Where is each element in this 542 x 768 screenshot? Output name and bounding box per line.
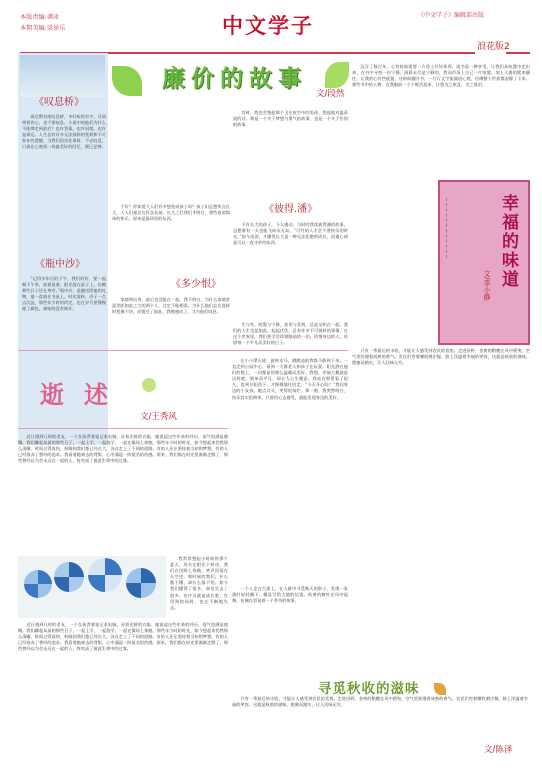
article-fairy-reply bbox=[112, 204, 230, 252]
pinwheel-image bbox=[18, 556, 166, 618]
pinwheel-icon bbox=[54, 562, 84, 592]
article-old-friend-continued bbox=[18, 622, 228, 752]
article-park bbox=[232, 358, 348, 580]
leaf-decoration bbox=[434, 683, 446, 695]
autumn-title: 寻觅秋收的滋味 bbox=[318, 681, 420, 697]
heading-duoshao-hen: 《多少恨》 bbox=[171, 279, 221, 290]
article-text: 近日遇到几时的老友，一个女孩背着笔记本电脑，穿着光鲜的衣服。她说起这些年来的经历，语气里满是感慨。我们聊起从前的那些日子，一起上学，一起放学，一起在操场上奔跑。那些年少时的时光，如今想起来仍然那么清晰。时间过得真快，转眼间我们都已经长大，各自走上了不同的道路。有的人还在坚持着当初的梦想，有的人已经放弃了曾经的追求。我看着她离去的背影，心中涌起一阵莫名的伤感。原来，我们都在时光里渐渐走散了，那些曾经以为会永远在一起的人，终究成了彼此生命中的过客。 bbox=[18, 434, 228, 464]
article-text: 有时，我也会想起那个飞在夜空中的男孩，想起他对温蒂说的话。那是一个关于梦想与勇气的故事，也是一个关于告别的故事。 bbox=[233, 110, 348, 128]
header-left bbox=[20, 12, 65, 34]
article-autumn-street bbox=[232, 586, 348, 686]
article-text: 在小小摩天轮、旋转木马、跳跳池前我都不敢停下来，一直走到公园中心，看到一大群老人和孩子在玩耍。阳光洒在他们的脸上，一切都显得那么温暖而美好。我想，幸福大概就是这样吧，简单而平凡，却让人心生暖意。我站在那里看了很久，直到夕阳西下，才慢慢地往回走。“今天开心吗？”我问身边的小女孩。她点点头，笑得很灿烂。那一刻，我突然明白，快乐其实很简单，只要用心去感受，就能发现身边的美好。 bbox=[232, 358, 348, 400]
poster-author: 文/李小静 bbox=[483, 270, 491, 301]
poster-sketch bbox=[446, 198, 482, 258]
leaf-decoration bbox=[112, 66, 142, 96]
byline-duanran: 文/段然 bbox=[316, 89, 345, 99]
designer-credit: 本期美编:梁景乐 bbox=[20, 25, 66, 32]
header-rule-right bbox=[506, 52, 530, 54]
editor-credit: 本版责编:谭冰 bbox=[20, 14, 60, 21]
article-text: 沉浮了数百年，心有时候需要一方净土好好休养。读书是一种享受，让我们从喧嚣中走出来，在书中寻找一份宁静。清晨未尽是宁静的，然而市场上早已一片喧嚣。加上人群的熙来攘往，让我的心有些疲惫，这时候翻开书，一行行文字流淌进心底，仿佛整个世界都安静了下来。那些书中的人物，在我眼前一个个鲜活起来，让我为之欢喜，为之落泪。 bbox=[352, 64, 530, 88]
publisher-line: 《中文学子》编辑部出版 bbox=[418, 12, 485, 19]
article-text: 近日遇到几时的老友，一个女孩背着笔记本电脑，穿着光鲜的衣服。她说起这些年来的经历，语气里满是感慨。我们聊起从前的那些日子，一起上学，一起放学，一起在操场上奔跑。那些年少时的时光，如今想起来仍然那么清晰。时间过得真快，转眼间我们都已经长大，各自走上了不同的道路。有的人还在坚持着当初的梦想，有的人已经放弃了曾经的追求。我看着她离去的背影，心中涌起一阵莫名的伤感。原来，我们都在时光里渐渐走散了，那些曾经以为会永远在一起的人，终究成了彼此生命中的过客。 bbox=[18, 622, 228, 652]
leaf-decoration bbox=[325, 62, 349, 88]
article-text: 不肯长大的孩子，今人感动。当时的我读彼得潘的故事，总想着有一天也能飞向永无岛。“可怜的人才会不要快乐的时光。”如今再读，才懂得长大是一种无法拒绝的成长，而童心却是可以一直守护的东西。 bbox=[233, 222, 348, 246]
byline-chenze: 文/陈泽 bbox=[484, 745, 513, 755]
pinwheel-icon bbox=[24, 570, 52, 598]
article-text: “记得多年后的下午，我们约好，要一起喝下午茶，说着说着，阳光落在桌子上，仿佛那些日子还在身旁。”瓶中沙，是她送给他的礼物，他一直放在书桌上。时光流转，沙子一点点沉淀，那些年少时的约定，也在岁月里慢慢褪了颜色，却始终没有离开。 bbox=[22, 276, 106, 312]
sky-decoration bbox=[20, 55, 105, 97]
banner-title: 廉价的故事 bbox=[162, 66, 307, 92]
article-text: 只有一季最后的丰收，才能让人感受到农民的喜悦。走进田野，金黄的稻穗在风中摇曳，空气里弥漫着成熟的香气。农民们弯着腰收割庄稼，脸上洋溢着幸福的笑容。这就是秋收的滋味，甜蜜而踏实，让人回味无穷。 bbox=[232, 696, 528, 708]
article-peter-pan bbox=[233, 222, 348, 318]
pinwheel-icon bbox=[88, 558, 122, 592]
poster-box bbox=[438, 180, 530, 345]
heading-bottle-sand: 《瓶中沙》 bbox=[35, 259, 85, 270]
article-text: 只有一季最后的丰收，才能让人感受到农民的喜悦。走进田野，金黄的稻穗在风中摇曳，空气里弥漫着成熟的香气。农民们弯着腰收割庄稼，脸上洋溢着幸福的笑容。这就是秋收的滋味，甜蜜而踏实，让人回味无穷。 bbox=[352, 348, 530, 366]
heading-tanxi-bridge: 《叹息桥》 bbox=[34, 97, 84, 108]
article-text: 我常常想起小时候的那个夏天，风车在阳光下转动，我们在田野上奔跑，笑声回荡在天空里。那时候的我们，什么都不懂，却什么都不怕。如今我们懂得了很多，却也失去了很多。也许这就是成长吧，在得到的同时，也在不断地失去。 bbox=[170, 556, 228, 610]
article-childhood-summer bbox=[170, 556, 228, 618]
masthead-logo: 中文学子 bbox=[222, 14, 314, 38]
article-duoshao-hen bbox=[112, 297, 230, 347]
article-text: 不好？你知道大人们有多想变成孩子吗？孩子们总想快点长大，大人们却总在怀念从前。长大之后我们才明白，那些看似简单的快乐，原来是最珍贵的东西。 bbox=[112, 204, 230, 222]
byline-wangxiufeng: 文/王秀风 bbox=[140, 412, 177, 422]
article-autumn-harvest bbox=[232, 696, 528, 744]
section-rule bbox=[18, 350, 348, 351]
essay-title-art: 逝述 bbox=[40, 381, 128, 409]
edition-label: 浪花版2 bbox=[477, 42, 510, 52]
article-text: 生与死，喧嚣与宁静，悲伤与喜悦，总是交织在一起。我们的人生也是如此，起起伏伏，总有许多不可预料的事情。在这个世界里，我们要学会珍惜眼前的一切，珍惜身边的人，珍惜每一个平凡而美好的日子。 bbox=[233, 322, 348, 346]
article-column-right-2 bbox=[233, 322, 348, 347]
article-tanxi-bridge bbox=[22, 114, 106, 254]
article-text: 威尼斯有座叹息桥，多好听的名字，可却带着伤心，也不要叹息。小说中的他们为什么不能够走到最后？也许答案，也许因缘，也许是命运。人生总有许多无法预料的变故和不可弥补的遗憾，当我们回首往事时，不必叹息，只需在心底留一份最美好的回忆，便已足够。 bbox=[22, 114, 106, 150]
heading-peter-pan: 《彼得.潘》 bbox=[264, 204, 318, 215]
article-old-friend bbox=[18, 434, 228, 558]
article-text: 家境和出身，最后也没能在一起。我不明白，为什么家境贫富差距如此之大的两个人，注定不能相爱。为什么他们总在选择时犹豫不决，而错过了彼此。我被感动了，又为他们叹息。 bbox=[112, 297, 230, 315]
article-text: 一个人走在大街上，在人群中寻觅秋天的影子。发现一张落叶轻轻飘下，像是写给大地的信笺。枯黄的树叶在风中起舞，仿佛在诉说着一个季节的故事。 bbox=[232, 586, 348, 604]
flower-decoration bbox=[142, 378, 156, 392]
article-bottle-sand bbox=[22, 276, 106, 344]
section-rule bbox=[18, 428, 228, 429]
pinwheel-icon bbox=[126, 568, 156, 598]
article-right-lower bbox=[352, 348, 530, 468]
poster-title: 幸福的味道 bbox=[498, 194, 518, 289]
article-column-right bbox=[233, 110, 348, 198]
